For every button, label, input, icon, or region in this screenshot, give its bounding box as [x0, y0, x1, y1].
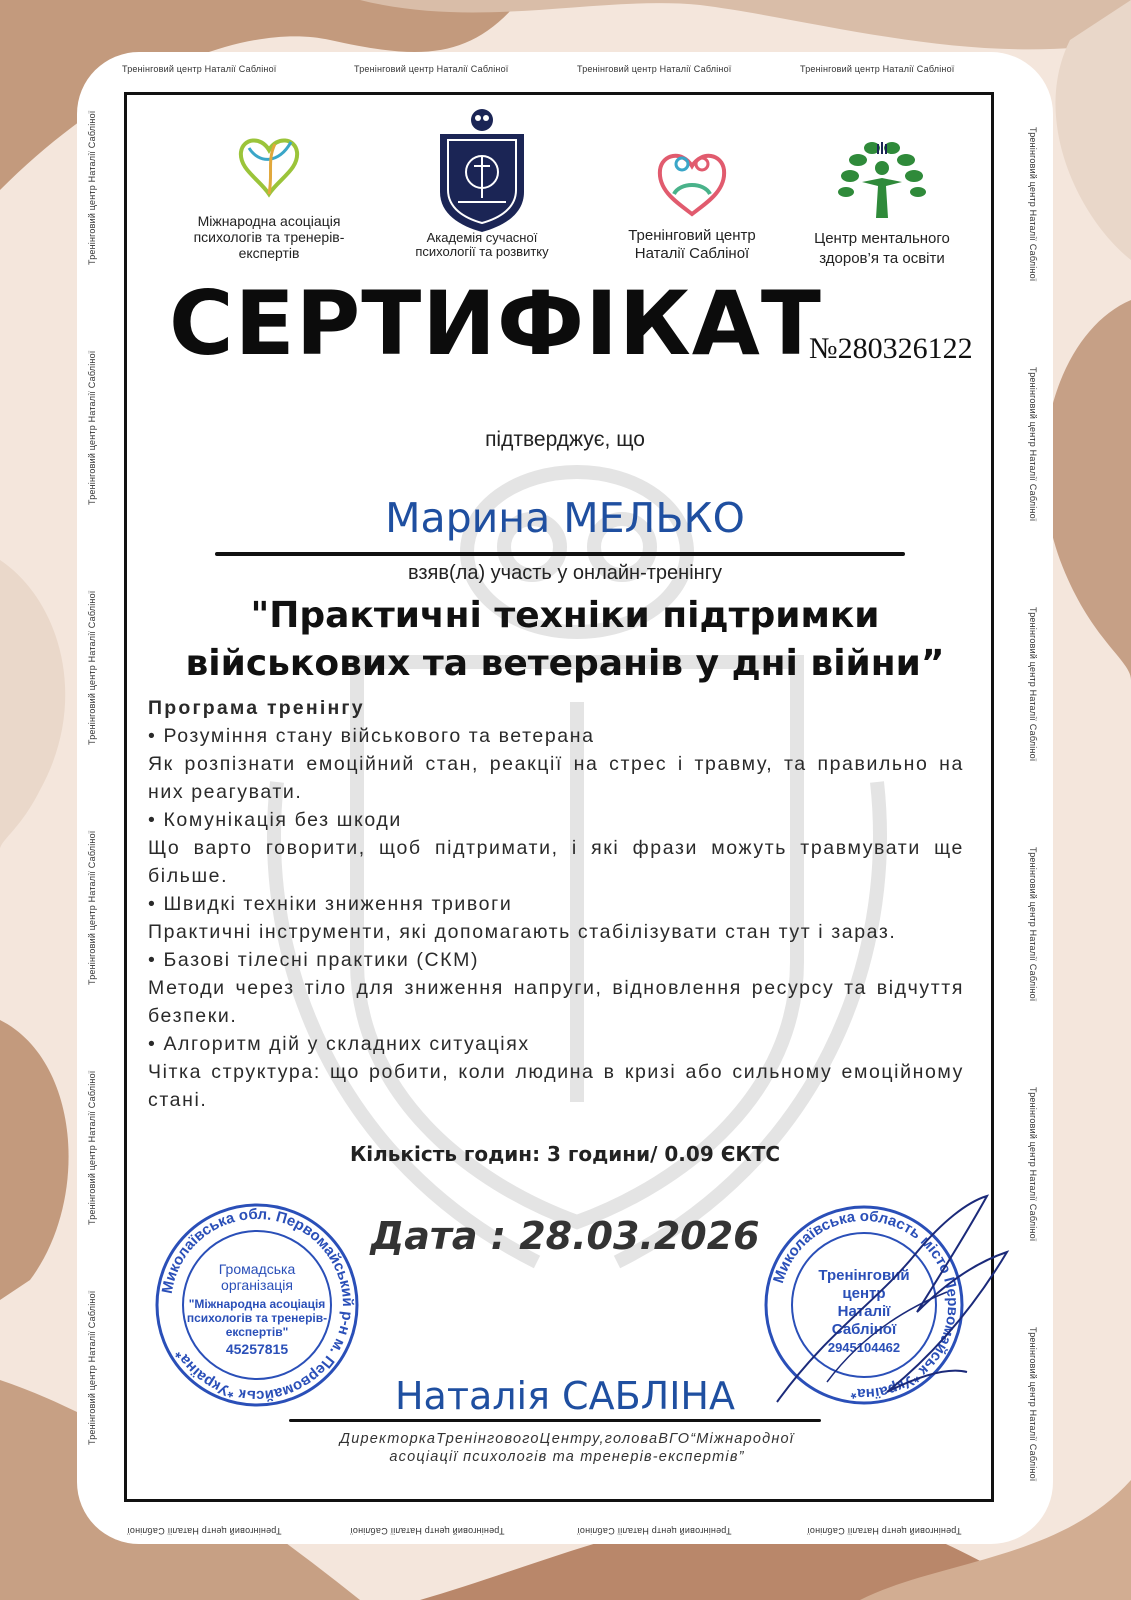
logo-association-label: Міжнародна асоціація психологів та тренерів-експертів: [193, 213, 345, 261]
stamp-line: експертів": [225, 1325, 289, 1339]
stamp-line: "Міжнародна асоціація: [188, 1297, 326, 1311]
program-item-title: • Комунікація без шкоди: [148, 809, 402, 831]
logo-academy-label: Академія сучасної психології та розвитку: [415, 230, 549, 259]
watermark-text: Тренінговий центр Наталії Сабліної: [87, 590, 97, 745]
logo-mental-health-label: Центр ментального здоров’я та освіти: [814, 230, 950, 267]
signer-role-line2: асоціації психологів та тренерів-експертів”: [389, 1449, 745, 1465]
program-item-description: Практичні інструменти, які допомагають стабілізувати стан тут і зараз.: [148, 921, 897, 943]
heart-swirl-logo-icon: [229, 124, 309, 204]
program-item-title: • Алгоритм дій у складних ситуаціях: [148, 1033, 530, 1055]
watermark-text: Тренінговий центр Наталії Сабліної: [1028, 127, 1038, 282]
watermark-text: Тренінговий центр Наталії Сабліної: [350, 1526, 505, 1536]
watermark-text: Тренінговий центр Наталії Сабліної: [1028, 607, 1038, 762]
logo-association: [169, 124, 369, 261]
signer-role: [267, 1430, 867, 1466]
stamp-code: 45257815: [225, 1341, 289, 1357]
program-item-title: • Швидкі техніки зниження тривоги: [148, 893, 513, 915]
watermark-text: Тренінговий центр Наталії Сабліної: [87, 1070, 97, 1225]
signer-role-line1: ДиректоркаТренінговогоЦентру,головаВГО“Міжнародної: [339, 1431, 795, 1447]
watermark-text: Тренінговий центр Наталії Сабліної: [577, 1526, 732, 1536]
watermark-text: Тренінговий центр Наталії Сабліної: [807, 1526, 962, 1536]
stamp-ring-text: Миколаївська область місто Первомайськ *Україна*: [770, 1207, 962, 1403]
program-item-description: Методи через тіло для зниження напруги, відновлення ресурсу та відчуття безпеки.: [148, 977, 964, 1027]
training-title-line2: військових та ветеранів у дні війни”: [185, 643, 945, 684]
program-item-description: Чітка структура: що робити, коли людина в кризі або сильному емоційному стані.: [148, 1061, 964, 1111]
stamp-line: психологів та тренерів-: [186, 1311, 328, 1325]
family-hearts-logo-icon: [652, 142, 732, 222]
stamp-line: Тренінговий: [818, 1267, 910, 1284]
watermark-text: Тренінговий центр Наталії Сабліної: [1028, 367, 1038, 522]
training-title-line1: "Практичні техніки підтримки: [250, 595, 880, 636]
stamp-line: Громадська: [218, 1261, 296, 1277]
stamp-line: центр: [842, 1285, 886, 1302]
certificate-title: СЕРТИФІКАТ: [169, 272, 822, 375]
stamp-line: Сабліної: [831, 1321, 897, 1338]
program-item-title: • Базові тілесні практики (СКМ): [148, 949, 480, 971]
watermark-text: Тренінговий центр Наталії Сабліної: [122, 64, 277, 74]
stamp-code: 2945104462: [827, 1340, 901, 1355]
program-item-title: • Розуміння стану військового та ветерана: [148, 725, 595, 747]
watermark-text: Тренінговий центр Наталії Сабліної: [87, 1290, 97, 1445]
certificate-number: №280326122: [809, 332, 973, 365]
program-heading: Програма тренінгу: [148, 697, 365, 719]
tree-person-logo-icon: [832, 138, 932, 222]
program-item-description: Як розпізнати емоційний стан, реакції на стрес і травму, та правильно на них реагувати.: [148, 753, 964, 803]
program-item-description: Що варто говорити, щоб підтримати, і які фрази можуть травмувати ще більше.: [148, 837, 964, 887]
watermark-text: Тренінговий центр Наталії Сабліної: [87, 110, 97, 265]
watermark-text: Тренінговий центр Наталії Сабліної: [1028, 847, 1038, 1002]
logo-academy: [397, 106, 567, 259]
hours-text: Кількість годин: 3 години/ 0.09 ЄКТС: [349, 1142, 781, 1166]
date-text: Дата : 28.03.2026: [370, 1214, 760, 1258]
certificate-card: [77, 52, 1053, 1544]
watermark-text: Тренінговий центр Наталії Сабліної: [800, 64, 955, 74]
logo-mental-health: [797, 138, 967, 269]
stamp-line: організація: [221, 1277, 293, 1293]
program-section: [148, 694, 964, 1114]
watermark-text: Тренінговий центр Наталії Сабліної: [577, 64, 732, 74]
watermark-text: Тренінговий центр Наталії Сабліної: [127, 1526, 282, 1536]
confirms-text: підтверджує, що: [485, 428, 645, 451]
participation-text: взяв(ла) участь у онлайн-тренінгу: [407, 562, 722, 584]
signer-name: Наталія САБЛІНА: [394, 1374, 735, 1418]
recipient-underline: [215, 552, 905, 556]
watermark-text: Тренінговий центр Наталії Сабліної: [87, 350, 97, 505]
watermark-text: Тренінговий центр Наталії Сабліної: [1028, 1087, 1038, 1242]
training-title: [117, 592, 1013, 688]
recipient-name: Марина МЕЛЬКО: [385, 494, 745, 542]
logo-training-center: [607, 142, 777, 263]
stamp-ring-text: Миколаївська обл. Первомайський р-н м. Первомайськ *Україна*: [158, 1205, 357, 1405]
logo-training-center-label: Тренінговий центр Наталії Сабліної: [628, 227, 756, 262]
signer-underline: [289, 1419, 821, 1422]
watermark-text: Тренінговий центр Наталії Сабліної: [354, 64, 509, 74]
owl-crest-logo-icon: [434, 106, 530, 234]
watermark-text: Тренінговий центр Наталії Сабліної: [1028, 1327, 1038, 1482]
watermark-text: Тренінговий центр Наталії Сабліної: [87, 830, 97, 985]
stamp-line: Наталії: [837, 1303, 891, 1320]
